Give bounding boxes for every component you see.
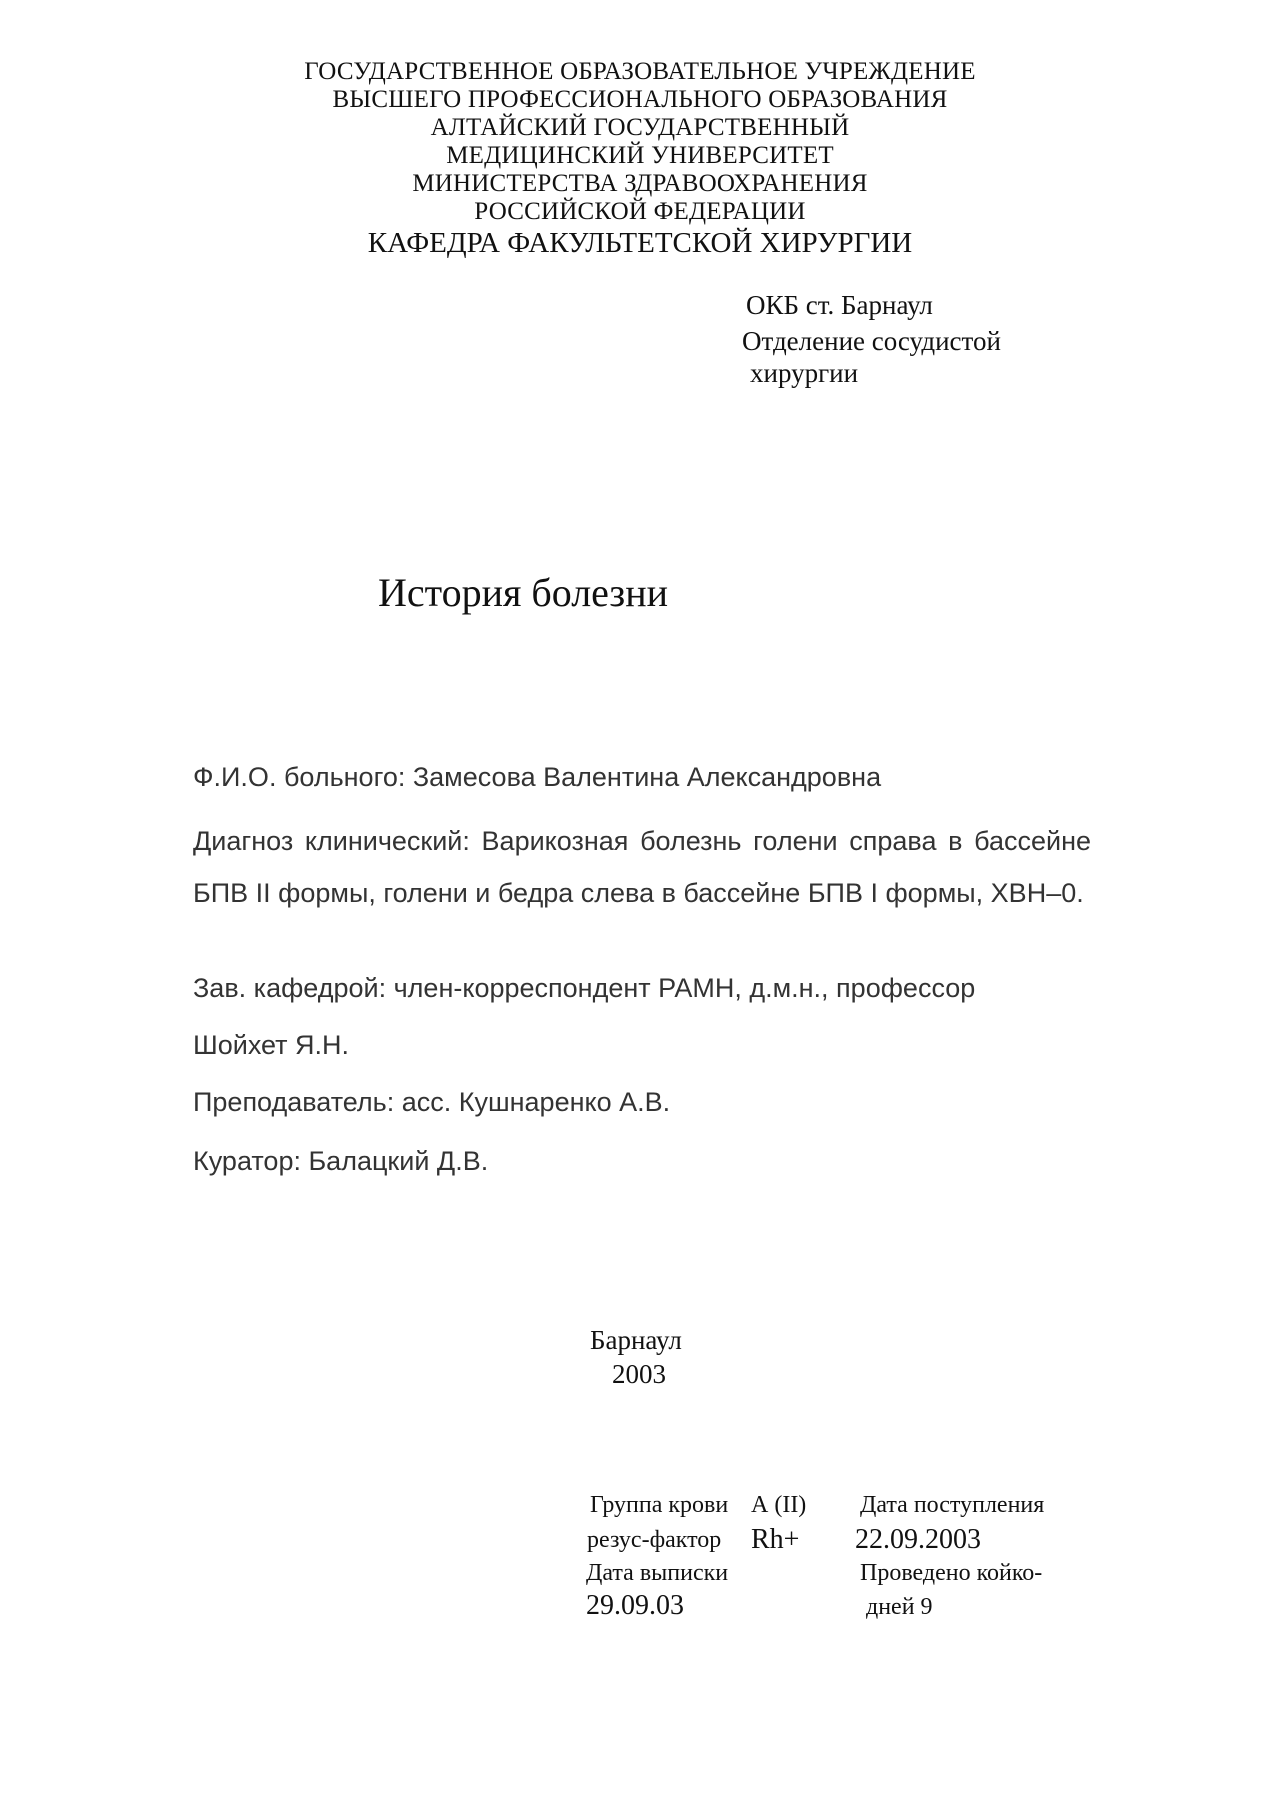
header-line-1: ГОСУДАРСТВЕННОЕ ОБРАЗОВАТЕЛЬНОЕ УЧРЕЖДЕНИЕ (304, 58, 976, 85)
department-head-name: Шойхет Я.Н. (193, 1030, 350, 1060)
curator: Куратор: Балацкий Д.В. (193, 1146, 489, 1176)
institution-header (0, 58, 1280, 260)
document-title: История болезни (378, 570, 669, 615)
hospital-name: ОКБ ст. Барнаул (746, 290, 933, 320)
admission-date: 22.09.2003 (855, 1524, 981, 1555)
teacher: Преподаватель: асс. Кушнаренко А.В. (193, 1087, 671, 1117)
bed-days-label: Проведено койко- (860, 1560, 1043, 1586)
city: Барнаул (590, 1325, 682, 1355)
patient-name: Ф.И.О. больного: Замесова Валентина Александровна (193, 762, 882, 792)
header-line-5: МИНИСТЕРСТВА ЗДРАВООХРАНЕНИЯ (412, 170, 868, 197)
department-name: КАФЕДРА ФАКУЛЬТЕТСКОЙ ХИРУРГИИ (367, 227, 913, 259)
header-line-6: РОССИЙСКОЙ ФЕДЕРАЦИИ (474, 198, 806, 225)
header-line-4: МЕДИЦИНСКИЙ УНИВЕРСИТЕТ (446, 142, 834, 169)
blood-group-value: А (II) (751, 1492, 807, 1518)
rh-value: Rh+ (751, 1524, 800, 1555)
blood-group-label: Группа крови (590, 1492, 729, 1518)
hospital-department: Отделение сосудистой (742, 326, 1001, 356)
header-line-2: ВЫСШЕГО ПРОФЕССИОНАЛЬНОГО ОБРАЗОВАНИЯ (332, 86, 948, 113)
department-head: Зав. кафедрой: член-корреспондент РАМН, д.м.н., профессор (193, 973, 976, 1003)
header-line-3: АЛТАЙСКИЙ ГОСУДАРСТВЕННЫЙ (430, 114, 850, 141)
year: 2003 (612, 1359, 666, 1389)
hospital-department-cont: хирургии (750, 358, 859, 388)
clinical-diagnosis: Диагноз клинический: Варикозная болезнь голени справа в бассейне БПВ II формы, голени и бедра слева в бассейне БПВ I формы, ХВН–0. (193, 826, 1091, 908)
discharge-date: 29.09.03 (586, 1590, 684, 1621)
rh-label: резус-фактор (587, 1527, 722, 1553)
admission-label: Дата поступления (860, 1492, 1045, 1518)
discharge-label: Дата выписки (586, 1560, 729, 1586)
bed-days-value: дней 9 (866, 1594, 933, 1620)
